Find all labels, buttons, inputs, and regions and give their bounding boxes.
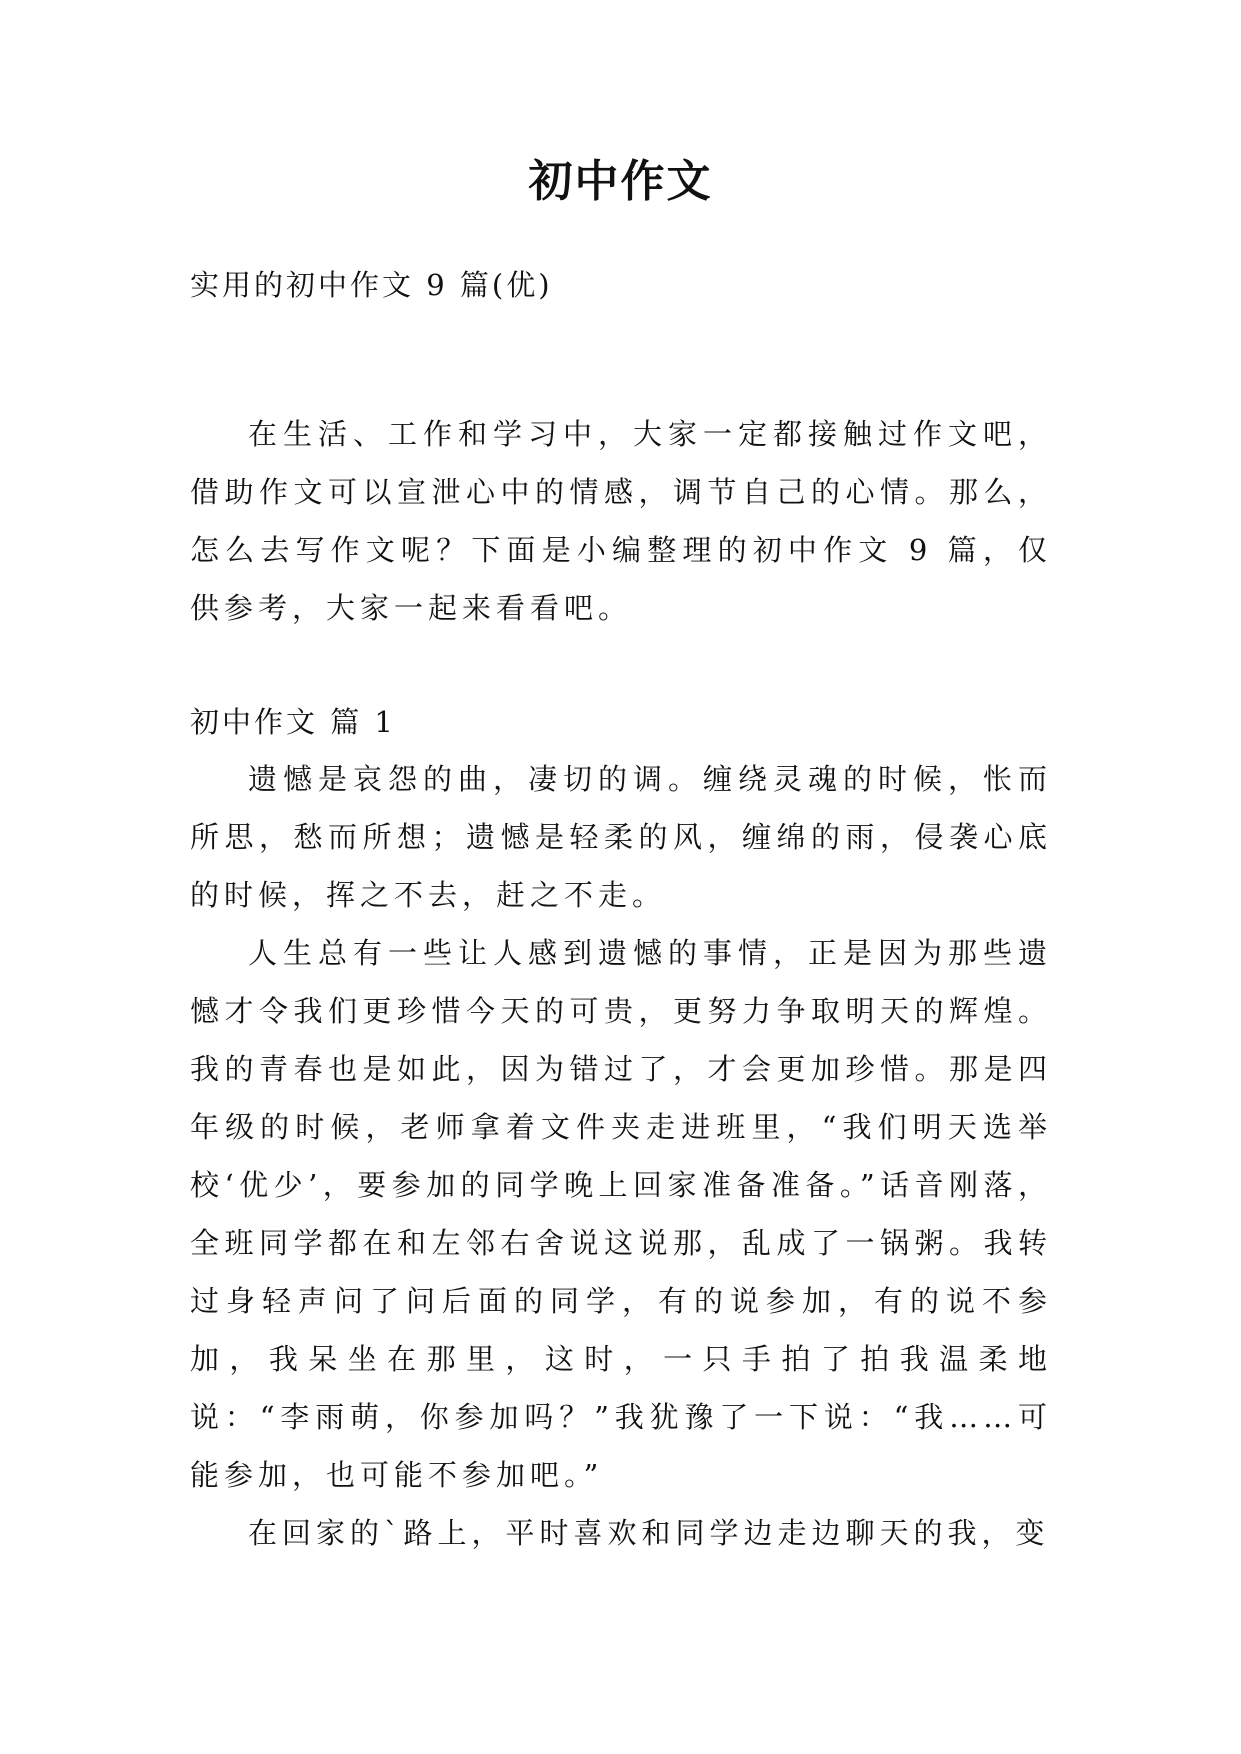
document-subtitle: 实用的初中作文 9 篇(优) bbox=[190, 268, 553, 302]
intro-block bbox=[190, 405, 1052, 637]
essay-body bbox=[190, 750, 1052, 1562]
essay-paragraph: 遗憾是哀怨的曲，凄切的调。缠绕灵魂的时候，怅而所思，愁而所想；遗憾是轻柔的风，缠绵的雨，侵袭心底的时候，挥之不去，赶之不走。 bbox=[190, 762, 1052, 912]
intro-paragraph: 在生活、工作和学习中，大家一定都接触过作文吧，借助作文可以宣泄心中的情感，调节自己的心情。那么，怎么去写作文呢？下面是小编整理的初中作文 9 篇，仅供参考，大家一起来看看吧。 bbox=[190, 417, 1052, 625]
document-title: 初中作文 bbox=[528, 156, 713, 207]
essay-paragraph: 在回家的`路上，平时喜欢和同学边走边聊天的我，变 bbox=[248, 1516, 1050, 1550]
section-heading: 初中作文 篇 1 bbox=[190, 705, 396, 739]
essay-paragraph: 人生总有一些让人感到遗憾的事情，正是因为那些遗憾才令我们更珍惜今天的可贵，更努力争取明天的辉煌。我的青春也是如此，因为错过了，才会更加珍惜。那是四年级的时候，老师拿着文件夹走进班里，“我们明天选举校‘优少’，要参加的同学晚上回家准备准备。”话音刚落，全班同学都在和左邻右舍说这说那，乱成了一锅粥。我转过身轻声问了问后面的同学，有的说参加，有的说不参加，我呆坐在那里，这时，一只手拍了拍我温柔地说：“李雨萌，你参加吗？”我犹豫了一下说：“我……可能参加，也可能不参加吧。” bbox=[190, 936, 1052, 1492]
